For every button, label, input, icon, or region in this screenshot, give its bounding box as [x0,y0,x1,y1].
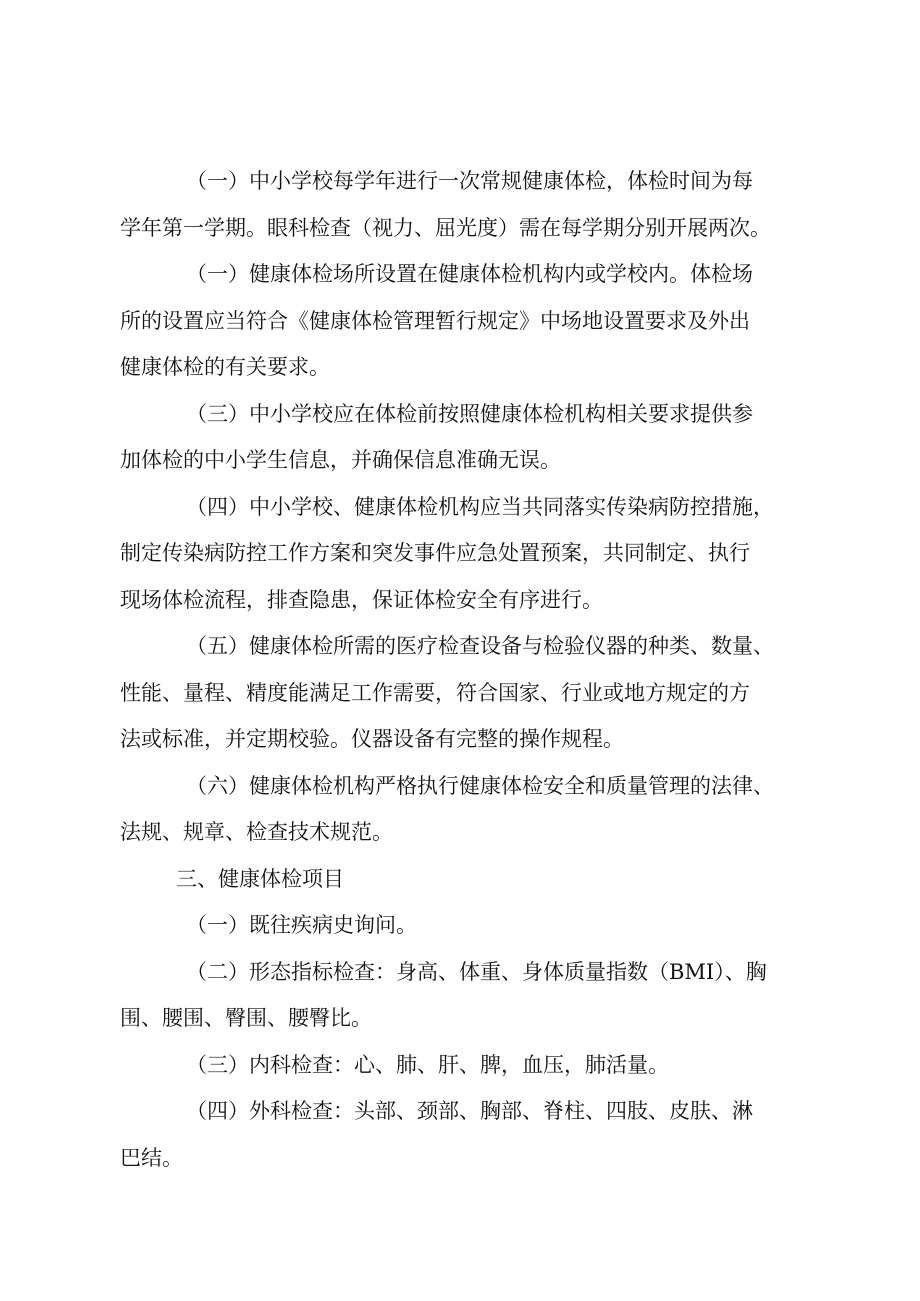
text-line: 学年第一学期。眼科检查（视力、屈光度）需在每学期分别开展两次。 [120,215,771,240]
text-line: （一）中小学校每学年进行一次常规健康体检，体检时间为每 [186,169,753,193]
paragraph-regulations [120,763,820,856]
text-line: （四）外科检查：头部、颈部、胸部、脊柱、四肢、皮肤、淋 [186,1099,753,1123]
text-line: （三）内科检查：心、肺、肝、脾，血压，肺活量。 [186,1052,669,1077]
paragraph-student-info [120,391,820,484]
paragraph-equipment [120,623,820,763]
text-line: 法或标准，并定期校验。仪器设备有完整的操作规程。 [120,727,624,751]
text-line: 现场体检流程，排查隐患，保证体检安全有序进行。 [120,587,603,612]
section-heading: 三、健康体检项目 [176,866,344,891]
text-line: （五）健康体检所需的医疗检查设备与检验仪器的种类、数量、 [186,634,774,658]
paragraph-epidemic-control [120,484,820,624]
text-line: 健康体检的有关要求。 [120,355,330,379]
document-body [120,158,820,1181]
text-line: （六）健康体检机构严格执行健康体检安全和质量管理的法律、 [186,773,774,798]
text-line: 性能、量程、精度能满足工作需要，符合国家、行业或地方规定的方 [120,680,750,705]
item-surgery [120,1088,820,1181]
paragraph-exam-venue [120,251,820,391]
text-line: （三）中小学校应在体检前按照健康体检机构相关要求提供参 [186,401,753,426]
text-line: （一）健康体检场所设置在健康体检机构内或学校内。体检场 [186,262,753,286]
text-line: （一）既往疾病史询问。 [186,913,417,937]
text-line: （二）形态指标检查：身高、体重、身体质量指数（BMI）、胸 [186,959,767,984]
text-line: （四）中小学校、健康体检机构应当共同落实传染病防控措施， [186,494,774,519]
text-line: 加体检的中小学生信息，并确保信息准确无误。 [120,448,561,472]
text-line: 所的设置应当符合《健康体检管理暂行规定》中场地设置要求及外出 [120,308,750,333]
text-line: 围、腰围、臀围、腰臀比。 [120,1006,372,1030]
paragraph-exam-schedule [120,158,820,251]
item-internal-medicine [120,1042,820,1089]
item-morphology [120,949,820,1042]
text-line: 制定传染病防控工作方案和突发事件应急处置预案，共同制定、执行 [120,541,750,565]
item-medical-history [120,902,820,949]
text-line: 法规、规章、检查技术规范。 [120,820,393,844]
text-line: 巴结。 [120,1145,183,1170]
